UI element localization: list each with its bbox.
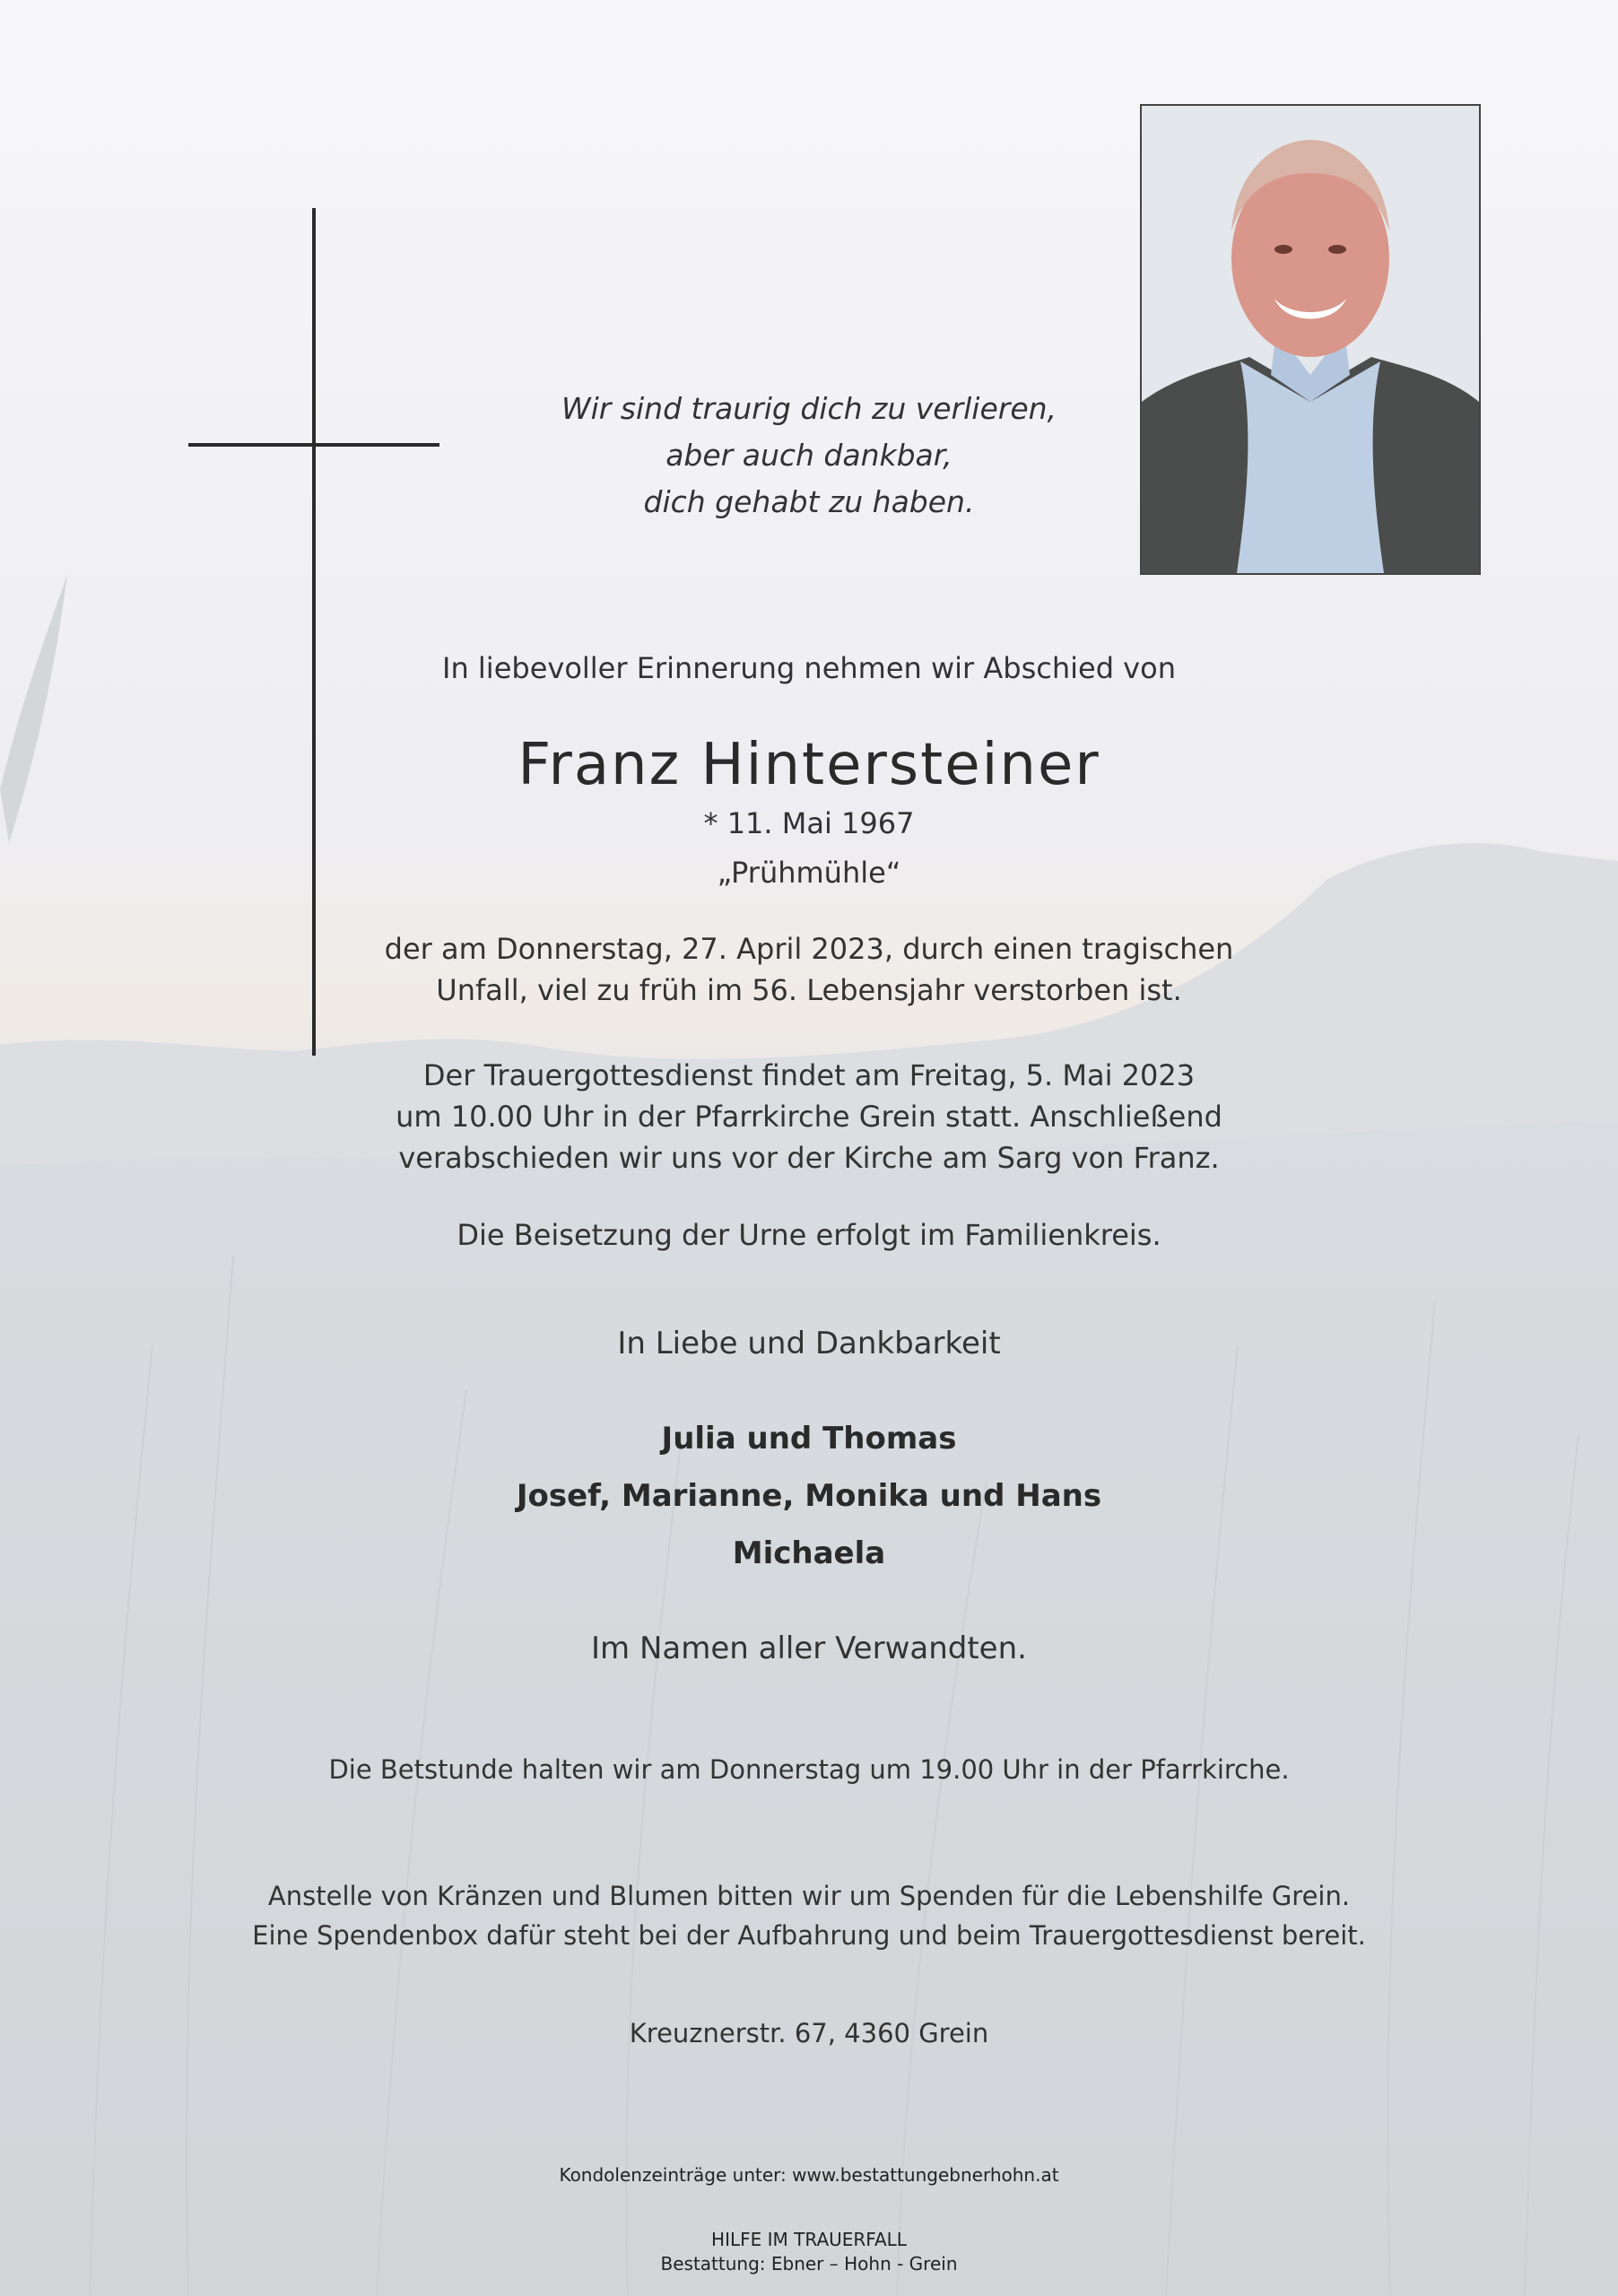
death-text-line: der am Donnerstag, 27. April 2023, durch einen tragischen bbox=[384, 932, 1234, 966]
footer-title: HILFE IM TRAUERFALL bbox=[711, 2229, 907, 2250]
quote-line: aber auch dankbar, bbox=[665, 438, 953, 473]
relatives-text: Im Namen aller Verwandten. bbox=[591, 1631, 1027, 1666]
death-text bbox=[0, 928, 1618, 1011]
donation-line: Anstelle von Kränzen und Blumen bitten wir um Spenden für die Lebenshilfe Grein. bbox=[267, 1881, 1351, 1911]
burial-text: Die Beisetzung der Urne erfolgt im Familienkreis. bbox=[457, 1218, 1161, 1252]
footer-funeral-home: Bestattung: Ebner – Hohn - Grein bbox=[660, 2253, 958, 2274]
family-line: Michaela bbox=[732, 1535, 886, 1571]
address-text: Kreuznerstr. 67, 4360 Grein bbox=[629, 2018, 989, 2048]
service-text bbox=[0, 1055, 1618, 1178]
footer bbox=[0, 2228, 1618, 2276]
quote-line: dich gehabt zu haben. bbox=[643, 484, 975, 519]
donation-line: Eine Spendenbox dafür steht bei der Aufbahrung und beim Trauergottesdienst bereit. bbox=[252, 1920, 1366, 1951]
closing-text: In Liebe und Dankbarkeit bbox=[617, 1326, 1001, 1361]
birth-date: * 11. Mai 1967 bbox=[703, 806, 915, 840]
prayer-hour-text: Die Betstunde halten wir am Donnerstag um 19.00 Uhr in der Pfarrkirche. bbox=[328, 1754, 1290, 1785]
intro-text: In liebevoller Erinnerung nehmen wir Abschied von bbox=[442, 651, 1176, 685]
family-line: Josef, Marianne, Monika und Hans bbox=[516, 1478, 1102, 1514]
donation-text bbox=[0, 1876, 1618, 1955]
deceased-name: Franz Hintersteiner bbox=[518, 732, 1100, 798]
quote-block bbox=[0, 386, 1618, 526]
service-text-line: um 10.00 Uhr in der Pfarrkirche Grein statt. Anschließend bbox=[396, 1100, 1222, 1134]
service-text-line: verabschieden wir uns vor der Kirche am Sarg von Franz. bbox=[398, 1141, 1220, 1175]
nickname: „Prühmühle“ bbox=[717, 856, 901, 890]
death-text-line: Unfall, viel zu früh im 56. Lebensjahr verstorben ist. bbox=[436, 973, 1182, 1007]
family-line: Julia und Thomas bbox=[661, 1421, 957, 1457]
service-text-line: Der Trauergottesdienst findet am Freitag, 5. Mai 2023 bbox=[422, 1058, 1196, 1092]
quote-line: Wir sind traurig dich zu verlieren, bbox=[561, 391, 1057, 426]
condolence-text: Kondolenzeinträge unter: www.bestattungebnerhohn.at bbox=[559, 2164, 1059, 2186]
